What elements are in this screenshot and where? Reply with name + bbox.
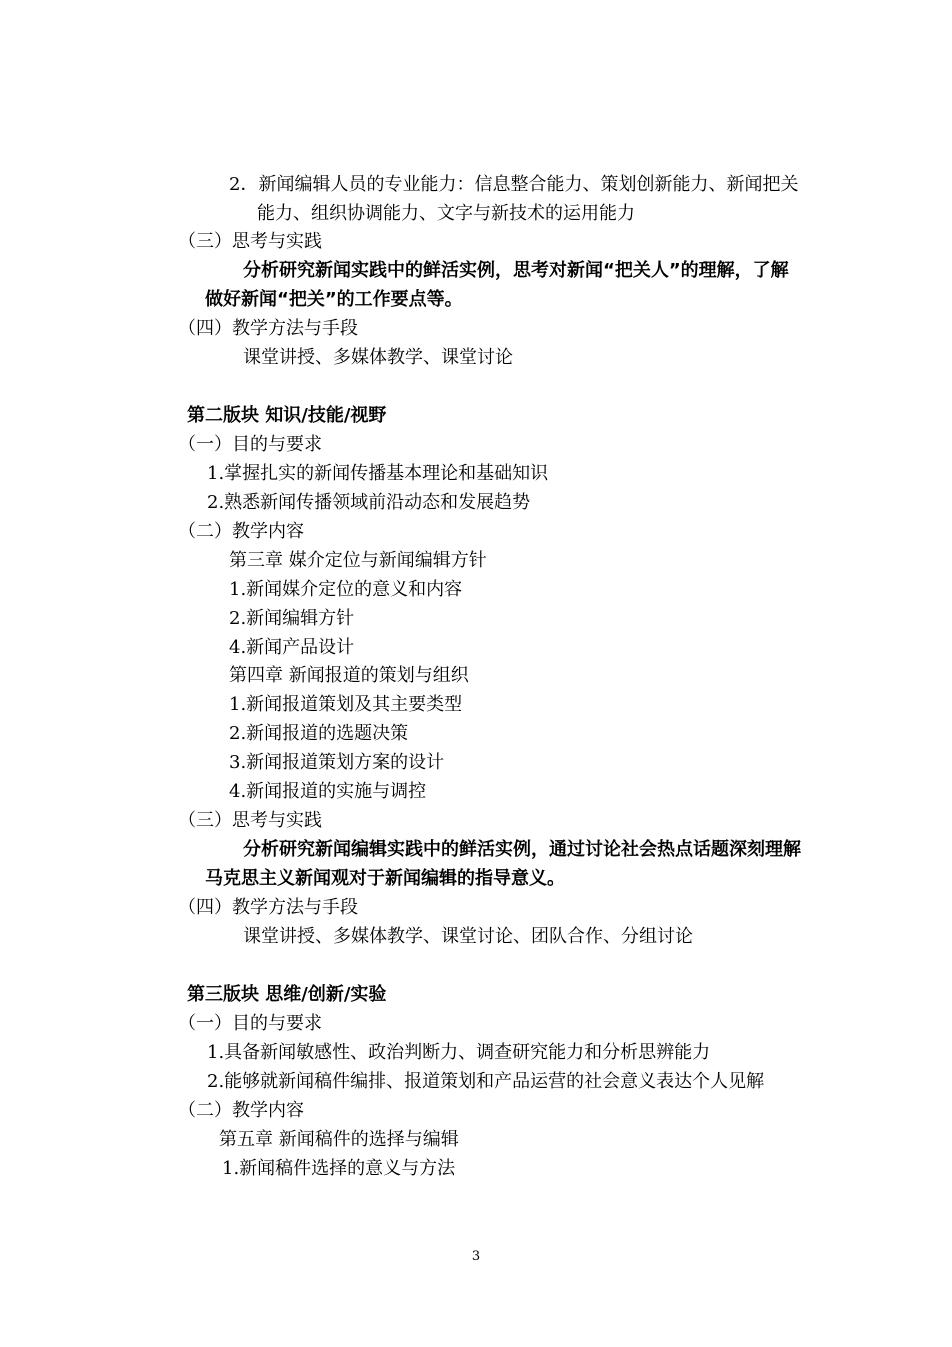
page-number: 3 <box>471 1249 481 1264</box>
section-2-goal-heading: （一）目的与要求 <box>178 434 322 455</box>
section-3-goal-heading: （一）目的与要求 <box>178 1013 322 1034</box>
chapter-4-item: 1.新闻报道策划及其主要类型 <box>229 694 463 715</box>
chapter-4-item: 2.新闻报道的选题决策 <box>229 723 409 744</box>
section-3-content-heading: （二）教学内容 <box>178 1100 304 1121</box>
chapter-3-item: 1.新闻媒介定位的意义和内容 <box>229 579 463 600</box>
practice-heading: （三）思考与实践 <box>178 231 322 252</box>
section-2-goal: 2.熟悉新闻传播领域前沿动态和发展趋势 <box>207 492 531 513</box>
practice-text-line2: 做好新闻“把关”的工作要点等。 <box>205 289 463 310</box>
section-2-practice-heading: （三）思考与实践 <box>178 810 322 831</box>
method-text: 课堂讲授、多媒体教学、课堂讨论 <box>243 347 513 368</box>
section-2-content-heading: （二）教学内容 <box>178 521 304 542</box>
section-2-practice-line1: 分析研究新闻编辑实践中的鲜活实例，通过讨论社会热点话题深刻理解 <box>243 839 801 860</box>
section-3-title: 第三版块 思维/创新/实验 <box>187 984 387 1005</box>
method-heading: （四）教学方法与手段 <box>178 318 358 339</box>
section-2-goal: 1.掌握扎实的新闻传播基本理论和基础知识 <box>207 463 549 484</box>
chapter-4-item: 3.新闻报道策划方案的设计 <box>229 752 445 773</box>
chapter-3-item: 4.新闻产品设计 <box>229 637 355 658</box>
chapter-3-title: 第三章 媒介定位与新闻编辑方针 <box>229 550 487 571</box>
section-2-practice-line2: 马克思主义新闻观对于新闻编辑的指导意义。 <box>205 868 565 889</box>
chapter-3-item: 2.新闻编辑方针 <box>229 608 355 629</box>
section-3-goal: 2.能够就新闻稿件编排、报道策划和产品运营的社会意义表达个人见解 <box>207 1071 765 1092</box>
section-2-title: 第二版块 知识/技能/视野 <box>187 405 387 426</box>
section-3-goal: 1.具备新闻敏感性、政治判断力、调查研究能力和分析思辨能力 <box>207 1042 711 1063</box>
ability-item-2-line2: 能力、组织协调能力、文字与新技术的运用能力 <box>257 203 635 224</box>
section-2-method-text: 课堂讲授、多媒体教学、课堂讨论、团队合作、分组讨论 <box>243 926 693 947</box>
section-2-method-heading: （四）教学方法与手段 <box>178 897 358 918</box>
chapter-5-title: 第五章 新闻稿件的选择与编辑 <box>219 1129 459 1150</box>
chapter-5-item: 1.新闻稿件选择的意义与方法 <box>222 1158 456 1179</box>
practice-text-line1: 分析研究新闻实践中的鲜活实例，思考对新闻“把关人”的理解，了解 <box>243 260 789 281</box>
ability-item-2-line1: 2．新闻编辑人员的专业能力：信息整合能力、策划创新能力、新闻把关 <box>229 174 799 195</box>
chapter-4-title: 第四章 新闻报道的策划与组织 <box>229 665 469 686</box>
chapter-4-item: 4.新闻报道的实施与调控 <box>229 781 427 802</box>
